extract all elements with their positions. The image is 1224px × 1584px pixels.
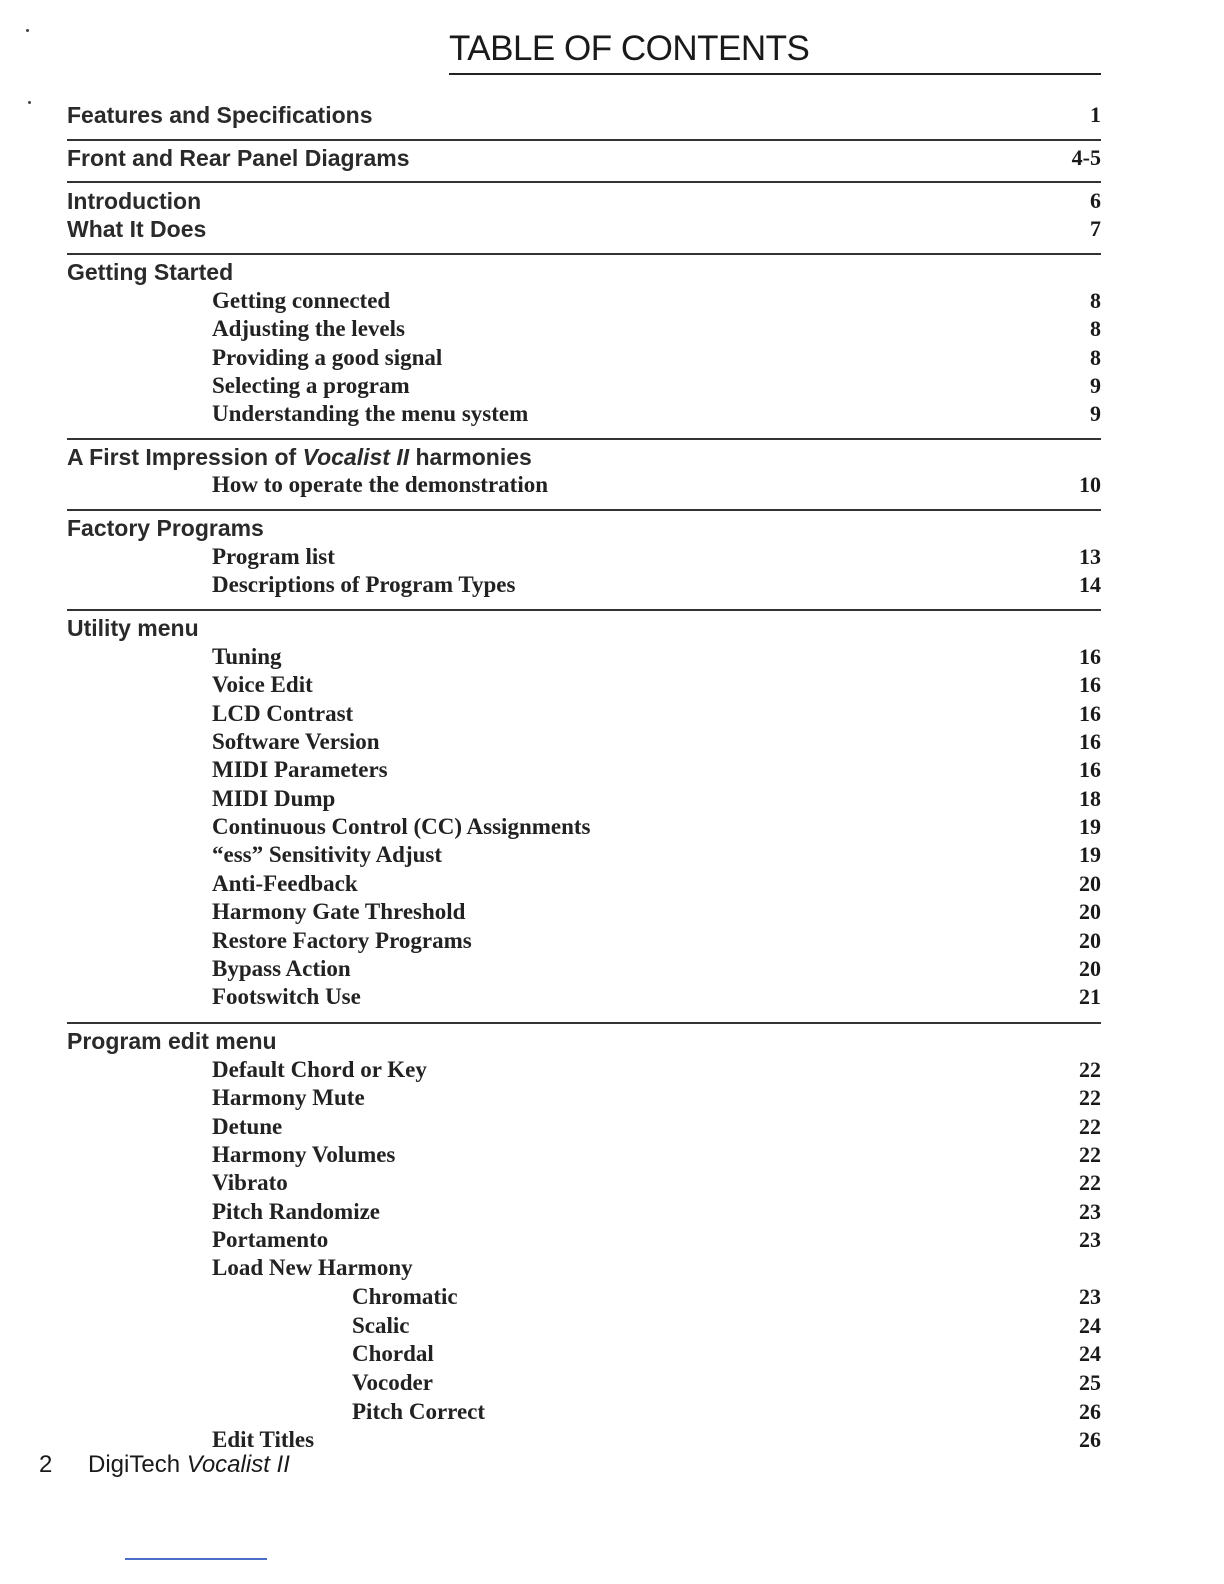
toc-entry-page: 24 (1079, 1313, 1101, 1338)
toc-entry-page: 23 (1079, 1227, 1101, 1252)
toc-entry-label: Software Version (212, 729, 380, 754)
toc-entry-page: 14 (1079, 572, 1101, 597)
toc-entry-program-list[interactable] (67, 543, 1101, 571)
toc-entry-label: Tuning (212, 644, 282, 669)
footer-product-name: Vocalist II (186, 1451, 290, 1478)
toc-entry-page: 22 (1079, 1057, 1101, 1082)
toc-entry-label: Selecting a program (212, 373, 410, 398)
toc-entry-label: Load New Harmony (212, 1255, 413, 1280)
toc-entry-harmony-mute[interactable] (67, 1084, 1101, 1112)
toc-entry-page: 9 (1090, 401, 1101, 426)
toc-entry-label: How to operate the demonstration (212, 472, 549, 497)
toc-entry-page: 22 (1079, 1142, 1101, 1167)
toc-entry-label: Vibrato (212, 1170, 288, 1195)
toc-entry-tuning[interactable] (67, 643, 1101, 671)
toc-entry-midi-parameters[interactable] (67, 756, 1101, 784)
toc-entry-label: MIDI Parameters (212, 757, 388, 782)
toc-entry-page: 18 (1079, 786, 1101, 811)
toc-entry-page: 19 (1079, 814, 1101, 839)
toc-entry-label: Harmony Gate Threshold (212, 899, 466, 924)
toc-entry-page: 4-5 (1071, 145, 1101, 170)
toc-entry-page: 21 (1079, 984, 1101, 1009)
toc-entry-page: 23 (1079, 1199, 1101, 1224)
footer-page-number: 2 (39, 1451, 53, 1478)
toc-entry-label: Harmony Mute (212, 1085, 365, 1110)
toc-entry-bypass-action[interactable] (67, 955, 1101, 983)
toc-entry-footswitch-use[interactable] (67, 983, 1101, 1011)
toc-entry-label: Scalic (352, 1313, 410, 1338)
toc-entry-lcd-contrast[interactable] (67, 700, 1101, 728)
product-name: Vocalist II (302, 444, 410, 470)
toc-entry-cc-assignments[interactable] (67, 813, 1101, 841)
toc-entry-label: Front and Rear Panel Diagrams (67, 145, 410, 171)
toc-entry-label: MIDI Dump (212, 786, 336, 811)
toc-entry-label: Restore Factory Programs (212, 928, 472, 953)
toc-entry-adjusting-levels[interactable] (67, 315, 1101, 343)
toc-entry-label: LCD Contrast (212, 701, 354, 726)
toc-entry-page: 8 (1090, 345, 1101, 370)
section-divider (67, 139, 1101, 141)
footer-brand-name: DigiTech (88, 1451, 187, 1478)
toc-entry-label: Pitch Randomize (212, 1199, 381, 1224)
toc-entry-label: Providing a good signal (212, 345, 443, 370)
toc-entry-label: Detune (212, 1114, 283, 1139)
toc-entry-page: 20 (1079, 899, 1101, 924)
toc-entry-label: Voice Edit (212, 672, 313, 697)
toc-entry-page: 26 (1079, 1427, 1101, 1452)
scan-speck (26, 29, 29, 32)
toc-entry-label: Understanding the menu system (212, 401, 529, 426)
toc-entry-midi-dump[interactable] (67, 785, 1101, 813)
toc-entry-page: 6 (1090, 188, 1101, 213)
toc-entry-page: 16 (1079, 701, 1101, 726)
toc-entry-ess-sensitivity[interactable] (67, 841, 1101, 869)
toc-entry-label: Chromatic (352, 1284, 458, 1309)
toc-entry-features[interactable] (67, 101, 1101, 129)
toc-entry-label: Vocoder (352, 1370, 433, 1395)
toc-entry-page: 24 (1079, 1341, 1101, 1366)
toc-entry-pitch-correct[interactable] (67, 1398, 1101, 1426)
toc-section-label: Program edit menu (67, 1028, 277, 1054)
toc-entry-page: 7 (1090, 216, 1101, 241)
section-divider (67, 1022, 1101, 1024)
toc-entry-chromatic[interactable] (67, 1283, 1101, 1311)
section-divider (67, 181, 1101, 183)
scan-artifact-line (125, 1558, 267, 1560)
toc-entry-label: Harmony Volumes (212, 1142, 396, 1167)
toc-entry-software-version[interactable] (67, 728, 1101, 756)
toc-entry-page: 23 (1079, 1284, 1101, 1309)
toc-entry-demonstration[interactable] (67, 471, 1101, 499)
toc-entry-label: What It Does (67, 216, 207, 242)
toc-entry-label: Program list (212, 544, 335, 569)
toc-entry-selecting-program[interactable] (67, 372, 1101, 400)
toc-entry-pitch-randomize[interactable] (67, 1198, 1101, 1226)
toc-entry-page: 20 (1079, 871, 1101, 896)
toc-entry-restore-factory[interactable] (67, 927, 1101, 955)
toc-entry-label: Portamento (212, 1227, 329, 1252)
toc-entry-detune[interactable] (67, 1113, 1101, 1141)
toc-entry-label: “ess” Sensitivity Adjust (212, 842, 443, 867)
toc-entry-edit-titles[interactable] (67, 1426, 1101, 1454)
toc-entry-harmony-volumes[interactable] (67, 1141, 1101, 1169)
toc-entry-label: Continuous Control (CC) Assignments (212, 814, 591, 839)
toc-entry-label: Pitch Correct (352, 1399, 486, 1424)
toc-entry-label: Chordal (352, 1341, 434, 1366)
toc-section-utility-menu[interactable] (67, 614, 1101, 642)
toc-section-label: Utility menu (67, 615, 199, 641)
toc-entry-page: 25 (1079, 1370, 1101, 1395)
toc-entry-chordal[interactable] (67, 1340, 1101, 1368)
toc-entry-page: 16 (1079, 644, 1101, 669)
toc-entry-page: 8 (1090, 288, 1101, 313)
toc-entry-default-chord[interactable] (67, 1056, 1101, 1084)
toc-entry-introduction[interactable] (67, 187, 1101, 215)
toc-entry-page: 26 (1079, 1399, 1101, 1424)
toc-entry-page: 16 (1079, 757, 1101, 782)
toc-entry-portamento[interactable] (67, 1226, 1101, 1254)
toc-entry-page: 22 (1079, 1114, 1101, 1139)
toc-entry-vocoder[interactable] (67, 1369, 1101, 1397)
toc-entry-load-new-harmony[interactable] (67, 1254, 1101, 1282)
toc-section-getting-started[interactable] (67, 258, 1101, 286)
toc-entry-anti-feedback[interactable] (67, 870, 1101, 898)
title-underline (449, 73, 1101, 75)
section-divider (67, 438, 1101, 440)
toc-section-label (67, 443, 532, 471)
toc-entry-page: 22 (1079, 1170, 1101, 1195)
toc-entry-gate-threshold[interactable] (67, 898, 1101, 926)
toc-entry-page: 16 (1079, 729, 1101, 754)
label-part: harmonies (409, 444, 532, 470)
toc-entry-page: 8 (1090, 316, 1101, 341)
toc-entry-getting-connected[interactable] (67, 287, 1101, 315)
toc-entry-page: 22 (1079, 1085, 1101, 1110)
toc-entry-page: 1 (1090, 102, 1101, 127)
toc-entry-label: Introduction (67, 188, 202, 214)
toc-entry-label: Default Chord or Key (212, 1057, 427, 1082)
toc-entry-page: 9 (1090, 373, 1101, 398)
scan-speck (28, 101, 31, 104)
toc-entry-page: 20 (1079, 928, 1101, 953)
label-part: A First Impression of (67, 444, 303, 470)
toc-section-first-impression[interactable] (67, 443, 1101, 471)
toc-entry-voice-edit[interactable] (67, 671, 1101, 699)
toc-entry-label: Getting connected (212, 288, 391, 313)
toc-entry-label: Features and Specifications (67, 102, 373, 128)
toc-entry-program-types[interactable] (67, 571, 1101, 599)
toc-entry-page: 10 (1079, 472, 1101, 497)
toc-entry-scalic[interactable] (67, 1312, 1101, 1340)
toc-entry-page: 13 (1079, 544, 1101, 569)
section-divider (67, 609, 1101, 611)
toc-entry-label: Bypass Action (212, 956, 351, 981)
toc-entry-panel-diagrams[interactable] (67, 144, 1101, 172)
toc-section-program-edit-menu[interactable] (67, 1027, 1101, 1055)
toc-section-label: Factory Programs (67, 515, 264, 541)
toc-entry-vibrato[interactable] (67, 1169, 1101, 1197)
toc-entry-label: Descriptions of Program Types (212, 572, 516, 597)
toc-entry-good-signal[interactable] (67, 344, 1101, 372)
toc-entry-label: Anti-Feedback (212, 871, 358, 896)
toc-entry-label: Footswitch Use (212, 984, 361, 1009)
toc-entry-label: Adjusting the levels (212, 316, 405, 341)
section-divider (67, 509, 1101, 511)
toc-entry-page: 20 (1079, 956, 1101, 981)
section-divider (67, 253, 1101, 255)
toc-entry-page: 16 (1079, 672, 1101, 697)
toc-entry-what-it-does[interactable] (67, 215, 1101, 243)
toc-entry-menu-system[interactable] (67, 400, 1101, 428)
page-title: TABLE OF CONTENTS (449, 29, 810, 68)
footer-brand (88, 1451, 290, 1479)
toc-section-label: Getting Started (67, 259, 234, 285)
toc-entry-label: Edit Titles (212, 1427, 315, 1452)
toc-section-factory-programs[interactable] (67, 514, 1101, 542)
toc-entry-page: 19 (1079, 842, 1101, 867)
